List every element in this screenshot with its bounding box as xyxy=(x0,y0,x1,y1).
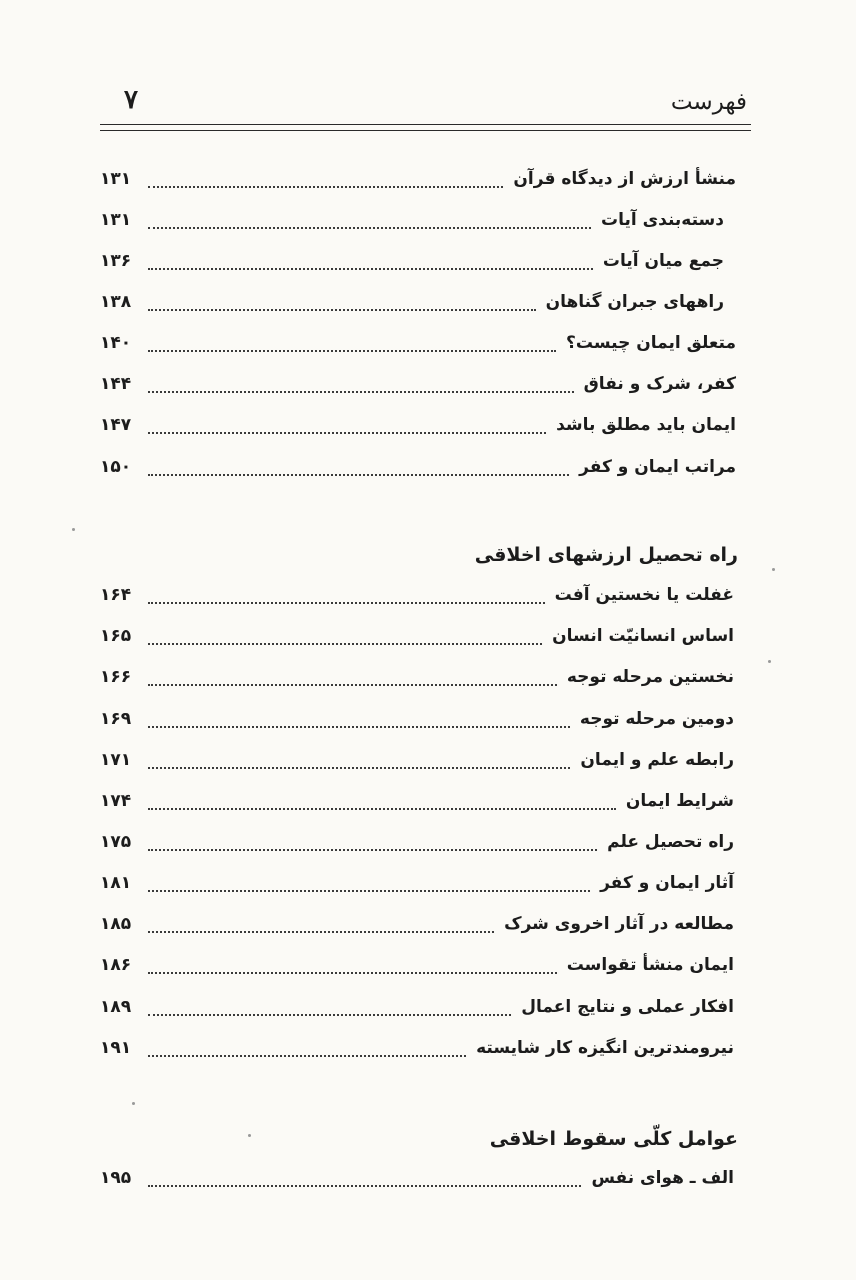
dot-leader xyxy=(148,684,557,686)
toc-entry-page: ۱۸۹ xyxy=(100,997,132,1017)
header-rule-top xyxy=(100,124,751,125)
paper-speck xyxy=(248,1134,251,1137)
toc-entry-label: راههای جبران گناهان xyxy=(545,292,724,312)
toc-entry-label: راه تحصیل علم xyxy=(607,832,734,852)
toc-entry[interactable] xyxy=(100,1031,734,1065)
toc-entry-page: ۱۳۶ xyxy=(100,251,132,271)
dot-leader xyxy=(148,1014,511,1016)
toc-entry-page: ۱۵۰ xyxy=(100,457,132,477)
toc-entry[interactable] xyxy=(100,244,724,278)
toc-entry-page: ۱۹۱ xyxy=(100,1038,132,1058)
dot-leader xyxy=(148,268,593,270)
section-heading: عوامل کلّی سقوط اخلاقی xyxy=(489,1128,738,1150)
toc-entry[interactable] xyxy=(100,203,724,237)
toc-entry-label: مراتب ایمان و کفر xyxy=(579,457,736,477)
toc-entry-page: ۱۴۰ xyxy=(100,333,132,353)
dot-leader xyxy=(148,391,574,393)
toc-entry[interactable] xyxy=(100,948,734,982)
toc-entry[interactable] xyxy=(100,907,734,941)
toc-entry[interactable] xyxy=(100,326,736,360)
toc-entry-label: آثار ایمان و کفر xyxy=(600,873,734,893)
toc-entry-label: کفر، شرک و نفاق xyxy=(583,374,736,394)
toc-entry[interactable] xyxy=(100,702,734,736)
toc-entry-page: ۱۷۱ xyxy=(100,750,132,770)
dot-leader xyxy=(148,643,542,645)
page-header xyxy=(100,86,751,122)
dot-leader xyxy=(148,602,545,604)
toc-entry[interactable] xyxy=(100,408,736,442)
toc-entry-page: ۱۴۷ xyxy=(100,415,132,435)
dot-leader xyxy=(148,808,616,810)
toc-entry-page: ۱۷۴ xyxy=(100,791,132,811)
toc-entry-label: جمع میان آیات xyxy=(602,251,724,271)
toc-entry-page: ۱۷۵ xyxy=(100,832,132,852)
toc-entry-page: ۱۶۵ xyxy=(100,626,132,646)
toc-entry-label: منشأ ارزش از دیدگاه قرآن xyxy=(513,169,736,189)
toc-entry-label: الف ـ هوای نفس xyxy=(591,1168,734,1188)
toc-entry-label: ایمان منشأ تقواست xyxy=(566,955,734,975)
dot-leader xyxy=(148,1185,581,1187)
toc-entry-page: ۱۹۵ xyxy=(100,1168,132,1188)
paper-speck xyxy=(768,660,771,663)
toc-entry-label: مطالعه در آثار اخروی شرک xyxy=(504,914,734,934)
dot-leader xyxy=(148,1055,466,1057)
toc-entry[interactable] xyxy=(100,450,736,484)
dot-leader xyxy=(148,972,557,974)
toc-entry-page: ۱۶۹ xyxy=(100,709,132,729)
toc-entry[interactable] xyxy=(100,619,734,653)
toc-entry-label: اساس انسانیّت انسان xyxy=(552,626,734,646)
toc-entry[interactable] xyxy=(100,578,734,612)
toc-entry-label: دسته‌بندی آیات xyxy=(600,210,724,230)
toc-entry[interactable] xyxy=(100,162,736,196)
toc-entry-label: ایمان باید مطلق باشد xyxy=(556,415,736,435)
toc-entry[interactable] xyxy=(100,660,734,694)
dot-leader xyxy=(148,309,536,311)
toc-entry-page: ۱۴۴ xyxy=(100,374,132,394)
toc-entry-label: نخستین مرحله توجه xyxy=(566,667,734,687)
paper-speck xyxy=(72,528,75,531)
dot-leader xyxy=(148,186,503,188)
toc-entry-page: ۱۸۵ xyxy=(100,914,132,934)
header-rule-bottom xyxy=(100,130,751,131)
toc-entry-label: افکار عملی و نتایج اعمال xyxy=(521,997,734,1017)
section-heading: راه تحصیل ارزشهای اخلاقی xyxy=(474,544,738,566)
dot-leader xyxy=(148,474,569,476)
toc-entry-label: شرایط ایمان xyxy=(625,791,734,811)
page-number: ۷ xyxy=(124,85,138,115)
toc-entry-label: نیرومندترین انگیزه کار شایسته xyxy=(476,1038,734,1058)
toc-entry[interactable] xyxy=(100,743,734,777)
toc-entry-label: متعلق ایمان چیست؟ xyxy=(565,333,736,353)
dot-leader xyxy=(148,227,591,229)
dot-leader xyxy=(148,931,494,933)
dot-leader xyxy=(148,350,556,352)
toc-entry-page: ۱۸۱ xyxy=(100,873,132,893)
toc-entry-label: رابطه علم و ایمان xyxy=(580,750,734,770)
toc-entry-label: غفلت یا نخستین آفت xyxy=(554,585,734,605)
toc-entry[interactable] xyxy=(100,1161,734,1195)
toc-entry-page: ۱۳۱ xyxy=(100,169,132,189)
dot-leader xyxy=(148,890,590,892)
toc-entry[interactable] xyxy=(100,866,734,900)
toc-entry[interactable] xyxy=(100,285,724,319)
toc-entry-page: ۱۶۴ xyxy=(100,585,132,605)
dot-leader xyxy=(148,432,546,434)
toc-entry-page: ۱۳۱ xyxy=(100,210,132,230)
toc-entry-page: ۱۸۶ xyxy=(100,955,132,975)
dot-leader xyxy=(148,767,570,769)
toc-entry-page: ۱۳۸ xyxy=(100,292,132,312)
toc-entry-page: ۱۶۶ xyxy=(100,667,132,687)
paper-speck xyxy=(132,1102,135,1105)
toc-entry[interactable] xyxy=(100,784,734,818)
dot-leader xyxy=(148,849,597,851)
paper-speck xyxy=(772,568,775,571)
header-title: فهرست xyxy=(670,89,747,115)
toc-entry[interactable] xyxy=(100,825,734,859)
toc-entry[interactable] xyxy=(100,367,736,401)
toc-entry[interactable] xyxy=(100,990,734,1024)
toc-entry-label: دومین مرحله توجه xyxy=(579,709,734,729)
dot-leader xyxy=(148,726,570,728)
